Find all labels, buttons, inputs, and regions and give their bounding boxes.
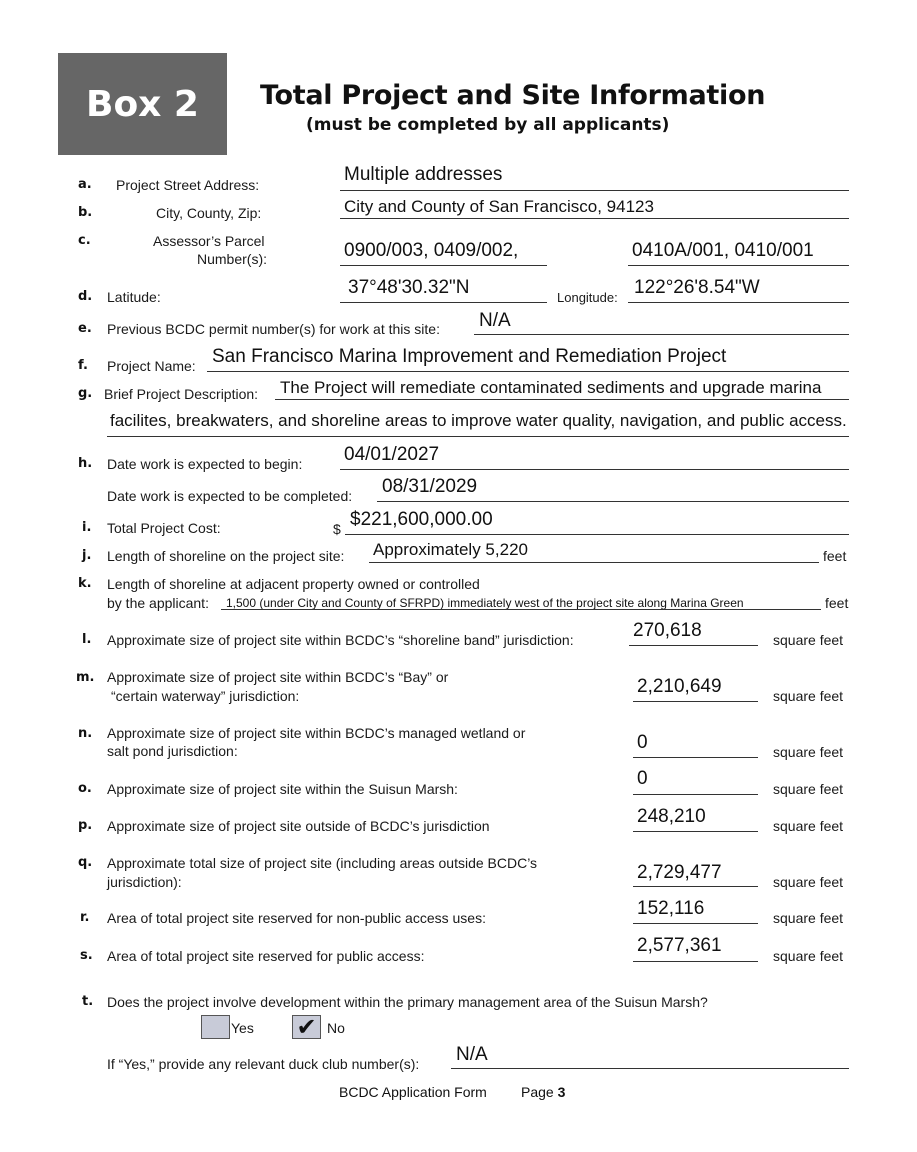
start-date-label: Date work is expected to begin: — [107, 456, 303, 472]
no-checkbox-label: No — [327, 1020, 345, 1036]
outside-jurisdiction-input[interactable]: 248,210 — [637, 806, 706, 827]
item-letter-q: q. — [78, 855, 93, 870]
start-date-line — [340, 469, 849, 470]
item-letter-l: l. — [82, 632, 92, 647]
item-letter-r: r. — [80, 910, 90, 925]
non-public-access-input[interactable]: 152,116 — [637, 898, 705, 919]
completion-date-label: Date work is expected to be completed: — [107, 488, 353, 504]
parcel-number-line-2 — [628, 265, 849, 266]
outside-jurisdiction-label: Approximate size of project site outside of BCDC’s jurisdiction — [107, 818, 490, 834]
previous-permit-label: Previous BCDC permit number(s) for work at this site: — [107, 321, 440, 337]
adjacent-shoreline-label-line2: by the applicant: — [107, 595, 209, 611]
shoreline-band-line — [629, 645, 758, 646]
page-title: Total Project and Site Information — [260, 80, 766, 111]
bay-jurisdiction-input[interactable]: 2,210,649 — [637, 676, 722, 697]
item-letter-p: p. — [78, 818, 93, 833]
previous-permit-line — [474, 334, 849, 335]
shoreline-band-label: Approximate size of project site within BCDC’s “shoreline band” jurisdiction: — [107, 632, 574, 648]
bay-jurisdiction-line — [633, 701, 758, 702]
page-subtitle: (must be completed by all applicants) — [306, 115, 670, 135]
public-access-label: Area of total project site reserved for public access: — [107, 948, 425, 964]
wetland-jurisdiction-label-line2: salt pond jurisdiction: — [107, 743, 238, 759]
total-size-label-line1: Approximate total size of project site (including areas outside BCDC’s — [107, 855, 538, 871]
item-letter-i: i. — [82, 520, 92, 535]
item-letter-k: k. — [78, 576, 92, 591]
longitude-label: Longitude: — [557, 290, 618, 305]
item-letter-o: o. — [78, 781, 92, 796]
total-size-line — [633, 886, 758, 887]
completion-date-line — [377, 501, 849, 502]
item-letter-a: a. — [78, 177, 92, 192]
parcel-label-line1: Assessor’s Parcel — [153, 233, 265, 249]
item-letter-d: d. — [78, 289, 93, 304]
project-cost-line — [345, 534, 849, 535]
adjacent-shoreline-unit: feet — [825, 595, 849, 611]
non-public-access-line — [633, 923, 758, 924]
outside-jurisdiction-unit: square feet — [773, 818, 844, 834]
project-description-line-2 — [107, 436, 849, 437]
wetland-jurisdiction-label-line1: Approximate size of project site within BCDC’s managed wetland or — [107, 725, 526, 741]
currency-symbol: $ — [333, 521, 341, 537]
total-size-label-line2: jurisdiction): — [107, 874, 182, 890]
public-access-input[interactable]: 2,577,361 — [637, 935, 722, 956]
item-letter-e: e. — [78, 321, 92, 336]
project-cost-input[interactable]: $221,600,000.00 — [350, 509, 493, 530]
suisun-development-question: Does the project involve development within the primary management area of the Suisun Marsh? — [107, 994, 708, 1010]
project-cost-label: Total Project Cost: — [107, 520, 221, 536]
latitude-input[interactable]: 37°48'30.32"N — [348, 277, 470, 298]
shoreline-length-input[interactable]: Approximately 5,220 — [373, 540, 528, 559]
public-access-unit: square feet — [773, 948, 844, 964]
item-letter-f: f. — [78, 358, 88, 373]
street-address-label: Project Street Address: — [116, 177, 260, 193]
suisun-marsh-unit: square feet — [773, 781, 844, 797]
suisun-marsh-input[interactable]: 0 — [637, 768, 648, 789]
total-size-input[interactable]: 2,729,477 — [637, 862, 722, 883]
total-size-unit: square feet — [773, 874, 844, 890]
project-description-input-line2[interactable]: facilites, breakwaters, and shoreline areas to improve water quality, navigation, and public access. — [110, 411, 847, 430]
footer-page-label: Page — [521, 1084, 554, 1100]
suisun-marsh-label: Approximate size of project site within the Suisun Marsh: — [107, 781, 458, 797]
duck-club-label: If “Yes,” provide any relevant duck club number(s): — [107, 1056, 420, 1072]
previous-permit-input[interactable]: N/A — [479, 310, 511, 331]
project-name-label: Project Name: — [107, 358, 196, 374]
bay-jurisdiction-label-line2: “certain waterway” jurisdiction: — [111, 688, 300, 704]
start-date-input[interactable]: 04/01/2027 — [344, 444, 440, 465]
item-letter-b: b. — [78, 205, 93, 220]
bay-jurisdiction-label-line1: Approximate size of project site within BCDC’s “Bay” or — [107, 669, 449, 685]
bay-jurisdiction-unit: square feet — [773, 688, 844, 704]
item-letter-n: n. — [78, 726, 93, 741]
no-checkbox[interactable] — [292, 1015, 321, 1039]
shoreline-length-line — [369, 562, 819, 563]
item-letter-h: h. — [78, 456, 93, 471]
city-county-zip-label: City, County, Zip: — [156, 205, 262, 221]
outside-jurisdiction-line — [633, 831, 758, 832]
yes-checkbox-label: Yes — [231, 1020, 254, 1036]
footer-form-name: BCDC Application Form — [339, 1084, 487, 1100]
shoreline-band-input[interactable]: 270,618 — [633, 620, 702, 641]
footer-page-number: 3 — [557, 1084, 566, 1100]
longitude-line — [628, 302, 849, 303]
latitude-line — [340, 302, 547, 303]
non-public-access-label: Area of total project site reserved for non-public access uses: — [107, 910, 486, 926]
shoreline-length-unit: feet — [823, 548, 847, 564]
adjacent-shoreline-input[interactable]: 1,500 (under City and County of SFRPD) immediately west of the project site along Marina Green — [226, 596, 744, 610]
shoreline-length-label: Length of shoreline on the project site: — [107, 548, 345, 564]
project-name-input[interactable]: San Francisco Marina Improvement and Remediation Project — [212, 346, 727, 367]
box-label: Box 2 — [58, 53, 227, 155]
parcel-label-line2: Number(s): — [197, 251, 268, 267]
city-county-zip-line — [340, 218, 849, 219]
non-public-access-unit: square feet — [773, 910, 844, 926]
suisun-marsh-line — [633, 794, 758, 795]
item-letter-s: s. — [80, 948, 93, 963]
item-letter-t: t. — [82, 994, 94, 1009]
footer-page — [521, 1084, 565, 1100]
latitude-label: Latitude: — [107, 289, 161, 305]
street-address-input[interactable]: Multiple addresses — [344, 164, 503, 185]
wetland-jurisdiction-unit: square feet — [773, 744, 844, 760]
longitude-input[interactable]: 122°26'8.54"W — [634, 277, 760, 298]
adjacent-shoreline-label-line1: Length of shoreline at adjacent property owned or controlled — [107, 576, 480, 592]
project-name-line — [207, 371, 849, 372]
wetland-jurisdiction-line — [633, 757, 758, 758]
item-letter-g: g. — [78, 386, 93, 401]
shoreline-band-unit: square feet — [773, 632, 844, 648]
duck-club-line — [451, 1068, 849, 1069]
item-letter-c: c. — [78, 233, 91, 248]
completion-date-input[interactable]: 08/31/2029 — [382, 476, 478, 497]
item-letter-m: m. — [76, 670, 95, 685]
wetland-jurisdiction-input[interactable]: 0 — [637, 732, 648, 753]
item-letter-j: j. — [82, 548, 92, 563]
city-county-zip-input[interactable]: City and County of San Francisco, 94123 — [344, 197, 654, 216]
adjacent-shoreline-line — [221, 609, 821, 610]
parcel-number-input-1[interactable]: 0900/003, 0409/002, — [344, 240, 519, 261]
project-description-line-1 — [275, 399, 849, 400]
public-access-line — [633, 961, 758, 962]
check-mark-icon: ✔ — [296, 1013, 317, 1041]
yes-checkbox[interactable] — [201, 1015, 230, 1039]
duck-club-input[interactable]: N/A — [456, 1044, 488, 1065]
street-address-line — [340, 190, 849, 191]
parcel-number-input-2[interactable]: 0410A/001, 0410/001 — [632, 240, 814, 261]
parcel-number-line-1 — [340, 265, 547, 266]
project-description-label: Brief Project Description: — [104, 386, 259, 402]
project-description-input-line1[interactable]: The Project will remediate contaminated sediments and upgrade marina — [280, 378, 822, 397]
